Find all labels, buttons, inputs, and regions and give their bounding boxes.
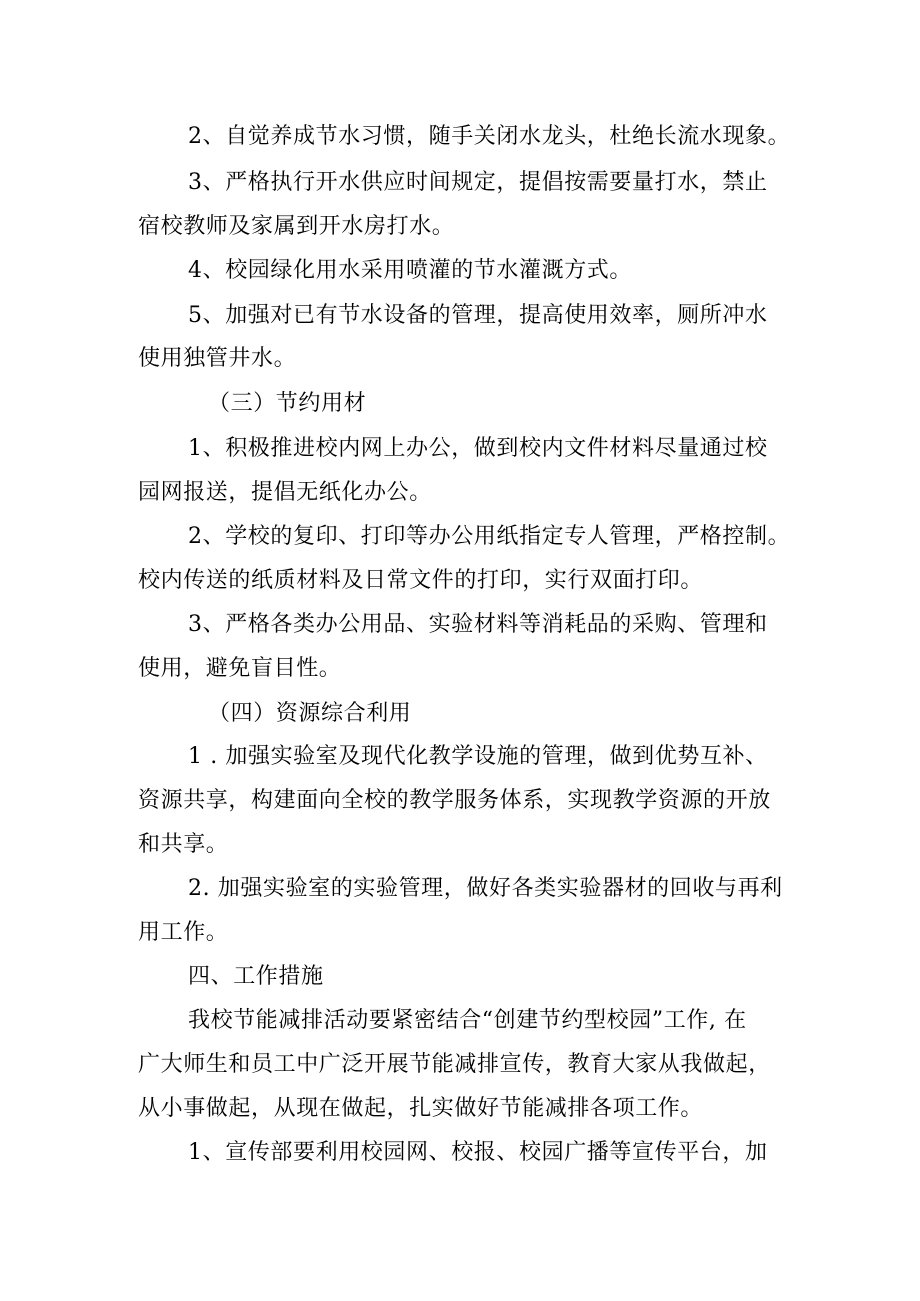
- paragraph-line: 广大师生和员工中广泛开展节能减排宣传，教育大家从我做起，: [138, 1052, 771, 1077]
- paragraph-line: 园网报送，提倡无纸化办公。: [138, 480, 432, 505]
- paragraph-line: 3、严格各类办公用品、实验材料等消耗品的采购、管理和: [188, 612, 768, 637]
- paragraph-line: 用工作。: [138, 920, 229, 945]
- paragraph-line: 1、积极推进校内网上办公，做到校内文件材料尽量通过校: [188, 436, 768, 461]
- paragraph-line: 使用独管井水。: [138, 346, 297, 371]
- paragraph-line: 校内传送的纸质材料及日常文件的打印，实行双面打印。: [138, 568, 704, 593]
- paragraph-line: 3、严格执行开水供应时间规定，提倡按需要量打水，禁止: [188, 170, 768, 195]
- paragraph-line: 宿校教师及家属到开水房打水。: [138, 214, 455, 239]
- paragraph-line: 和共享。: [138, 832, 229, 857]
- section-heading: 四、工作措施: [188, 964, 324, 989]
- paragraph-line: 5、加强对已有节水设备的管理，提高使用效率，厕所冲水: [188, 303, 768, 328]
- paragraph-line: 资源共享，构建面向全校的教学服务体系，实现教学资源的开放: [138, 788, 771, 813]
- paragraph-line: 1 . 加强实验室及现代化教学设施的管理，做到优势互补、: [188, 744, 768, 769]
- paragraph-line: 4、校园绿化用水采用喷灌的节水灌溉方式。: [188, 258, 632, 283]
- paragraph-line: 我校节能减排活动要紧密结合“创建节约型校园”工作, 在: [188, 1008, 747, 1033]
- paragraph-line: 2、学校的复印、打印等办公用纸指定专人管理，严格控制。: [188, 524, 791, 549]
- paragraph-line: 2. 加强实验室的实验管理，做好各类实验器材的回收与再利: [188, 876, 783, 901]
- paragraph-line: 2、自觉养成节水习惯，随手关闭水龙头，杜绝长流水现象。: [188, 124, 791, 149]
- paragraph-line: 1、宣传部要利用校园网、校报、校园广播等宣传平台，加: [188, 1140, 768, 1165]
- paragraph-line: 从小事做起，从现在做起，扎实做好节能减排各项工作。: [138, 1096, 704, 1121]
- paragraph-line: 使用，避免盲目性。: [138, 656, 342, 681]
- section-heading: （三）节约用材: [208, 391, 367, 416]
- section-heading: （四）资源综合利用: [208, 701, 412, 726]
